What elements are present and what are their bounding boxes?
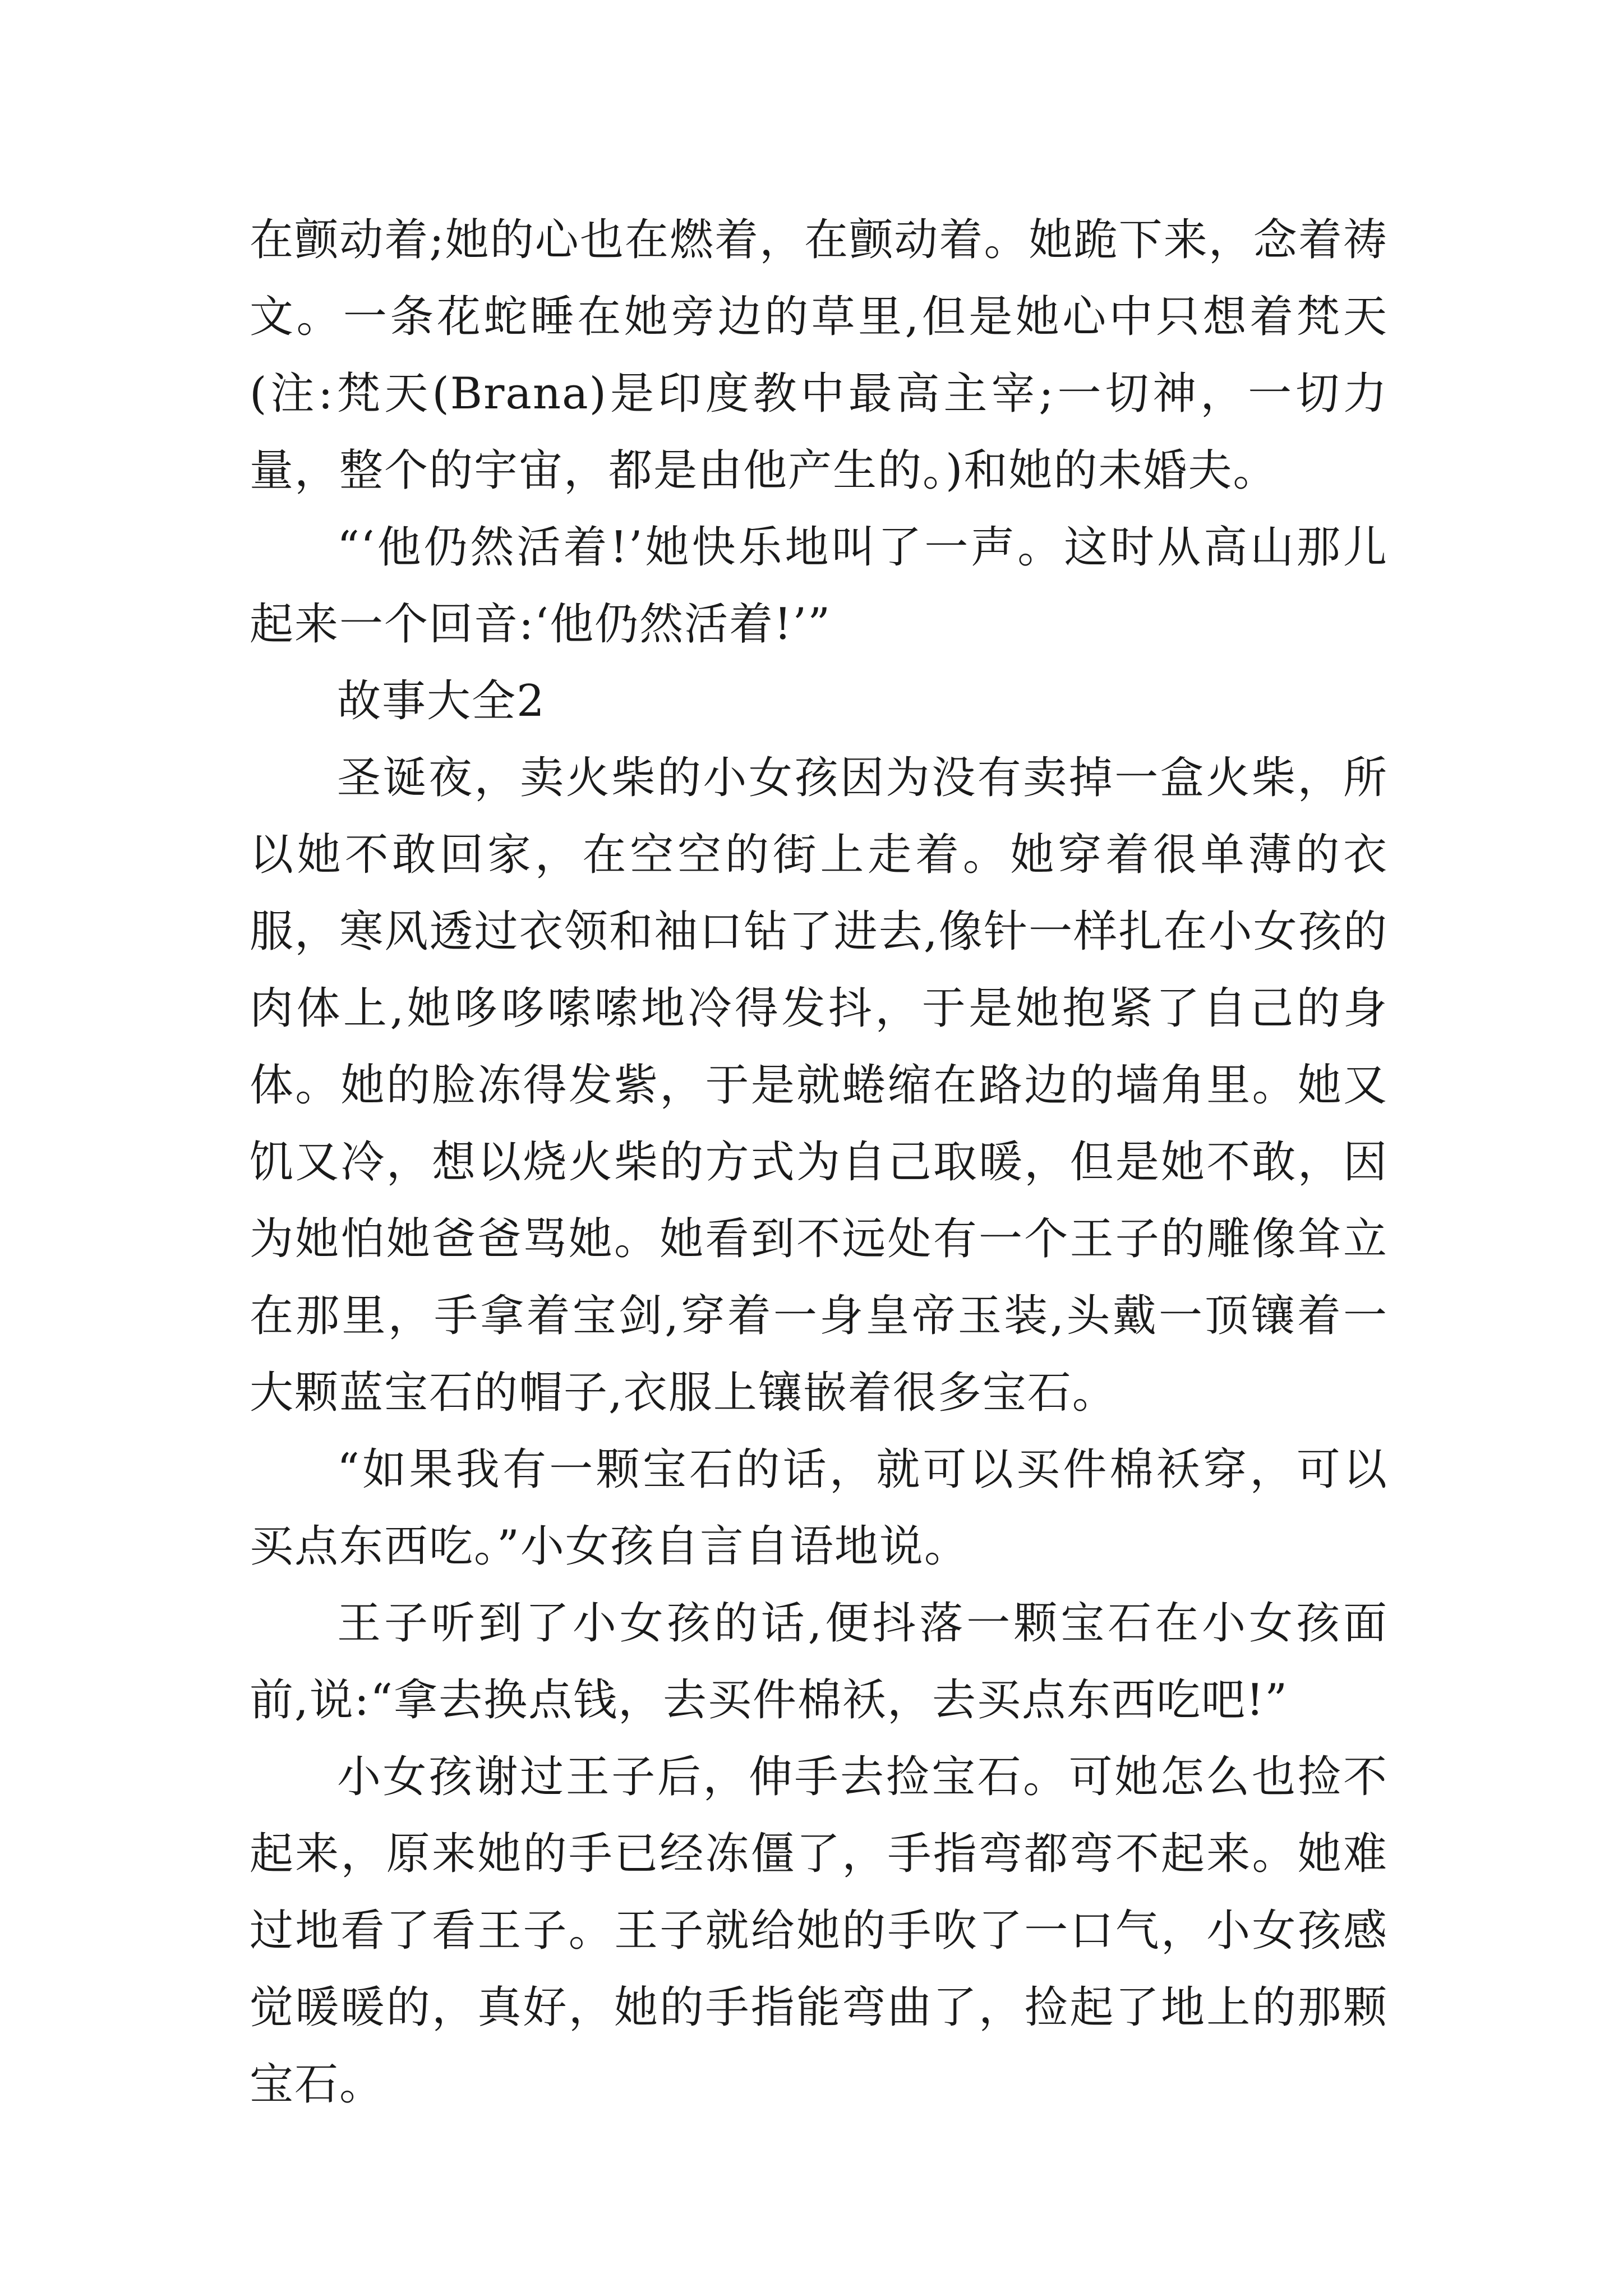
paragraph-6: 小女孩谢过王子后，伸手去捡宝石。可她怎么也捡不起来，原来她的手已经冻僵了，手指弯都弯不起来。她难过地看了看王子。王子就给她的手吹了一口气，小女孩感觉暖暖的，真好，她的手指能弯曲了，捡起了地上的那颗宝石。 bbox=[250, 1752, 1388, 2110]
section-heading: 故事大全2 bbox=[337, 676, 546, 726]
paragraph-2: “‘他仍然活着!’她快乐地叫了一声。这时从高山那儿起来一个回音:‘他仍然活着!’” bbox=[250, 522, 1388, 650]
paragraph-1: 在颤动着;她的心也在燃着，在颤动着。她跪下来，念着祷文。一条花蛇睡在她旁边的草里,但是她心中只想着梵天(注:梵天(Brana)是印度教中最高主宰;一切神，一切力量，整个的宇宙，都是由他产生的。)和她的未婚夫。 bbox=[250, 215, 1388, 496]
paragraph-4: “如果我有一颗宝石的话，就可以买件棉袄穿，可以买点东西吃。”小女孩自言自语地说。 bbox=[250, 1444, 1388, 1572]
paragraph-3: 圣诞夜，卖火柴的小女孩因为没有卖掉一盒火柴，所以她不敢回家，在空空的街上走着。她穿着很单薄的衣服，寒风透过衣领和袖口钻了进去,像针一样扎在小女孩的肉体上,她哆哆嗦嗦地冷得发抖，于是她抱紧了自己的身体。她的脸冻得发紫，于是就蜷缩在路边的墙角里。她又饥又冷，想以烧火柴的方式为自己取暖，但是她不敢，因为她怕她爸爸骂她。她看到不远处有一个王子的雕像耸立在那里，手拿着宝剑,穿着一身皇帝玉装,头戴一顶镶着一大颗蓝宝石的帽子,衣服上镶嵌着很多宝石。 bbox=[250, 753, 1388, 1418]
paragraph-5: 王子听到了小女孩的话,便抖落一颗宝石在小女孩面前,说:“拿去换点钱，去买件棉袄，去买点东西吃吧!” bbox=[250, 1598, 1388, 1726]
body-text bbox=[250, 202, 1388, 2123]
